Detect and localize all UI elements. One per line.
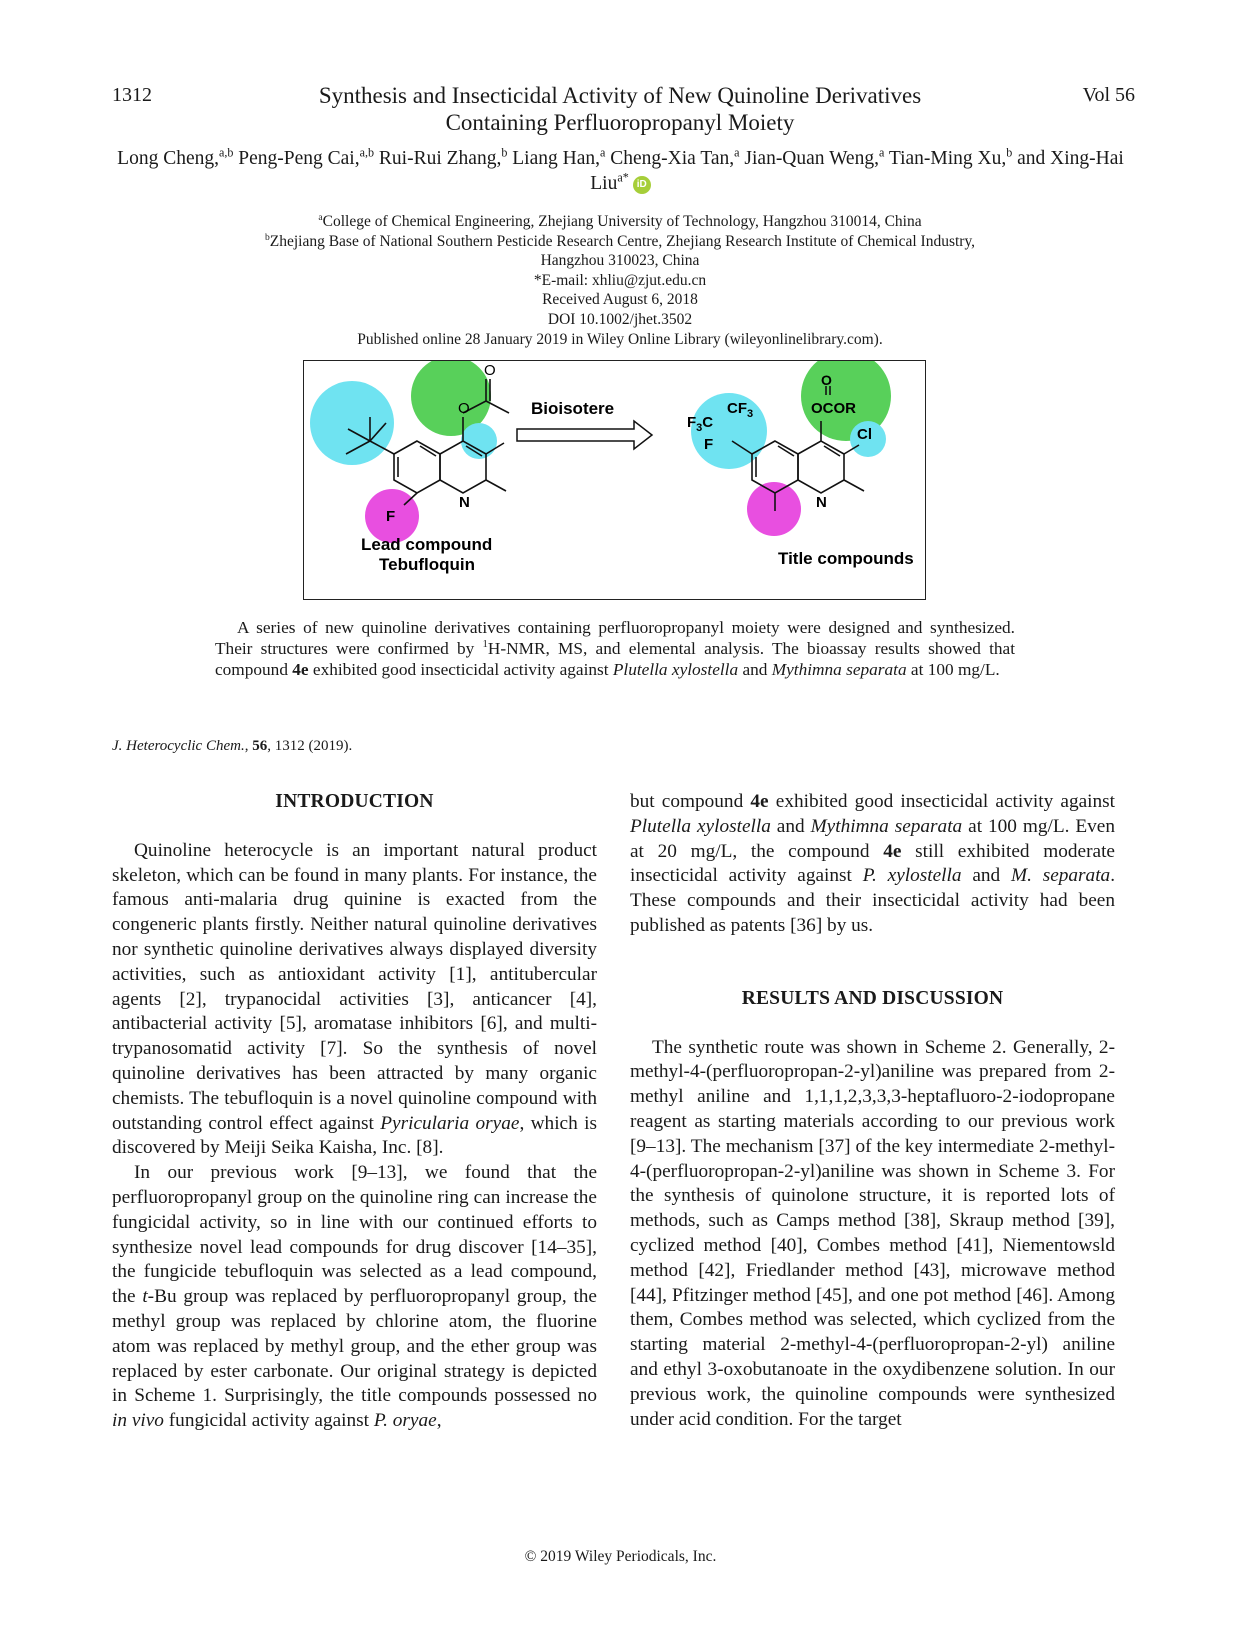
intro-paragraph-continued: but compound 4e exhibited good insecticidal activity against Plutella xylostella and Mythimna separata at 100 mg/L. Even at 20 mg/L, the compound 4e still exhibited moderate insecticidal activity against P. xylostella and M. separata. These compounds and their insecticidal activity had been published as patents [36] by us.: [630, 791, 1116, 936]
cf3-group: $CF_3$: [727, 400, 754, 420]
graphical-abstract-svg: [304, 361, 927, 601]
author-list: [108, 146, 1133, 196]
received-date: Received August 6, 2018: [542, 291, 698, 309]
bioisostere-arrow: [517, 421, 652, 449]
ocor-group: OCOR: [811, 400, 856, 417]
tebufloquin-label: Tebufloquin: [379, 555, 475, 574]
title-compounds-label: Title compounds: [778, 549, 914, 568]
right-column: [630, 790, 1115, 1432]
methyl8-highlight: [747, 482, 801, 536]
title-line-2: Containing Perfluoropropanyl Moiety: [445, 110, 795, 135]
affiliations: [180, 212, 1060, 349]
graphical-abstract: [303, 360, 926, 600]
atom-f-title: F: [704, 436, 714, 453]
page-number: 1312: [112, 84, 152, 106]
published-online: Published online 28 January 2019 in Wiley Online Library (wileyonlinelibrary.com).: [357, 330, 883, 348]
author: Jian-Quan Weng,$^a$: [739, 145, 885, 169]
atom-o-ether: O: [458, 400, 470, 417]
introduction-heading: INTRODUCTION: [275, 791, 434, 812]
orcid-icon[interactable]: iD: [633, 176, 651, 194]
abstract-text: A series of new quinoline derivatives containing perfluoropropanyl moiety were designed and synthesized. Their structures were confirmed by $^1$H-NMR, MS, and elemental analysis. The bioassay results showed that compound 4e exhibited good insecticidal activity against Plutella xylostella and Mythimna separata at 100 mg/L.: [215, 618, 1015, 679]
author: Rui-Rui Zhang,$^b$: [374, 145, 508, 169]
results-paragraph-1: The synthetic route was shown in Scheme 2. Generally, 2-methyl-4-(perfluoropropan-2-yl)aniline was prepared from 2-methyl aniline and 1,1,1,2,3,3,3-heptafluoro-2-iodopropane reagent as starting materials according to our previous work [9–13]. The mechanism [37] of the key intermediate 2-methyl-4-(perfluoropropan-2-yl)aniline was shown in Scheme 3. For the synthesis of quinolone structure, it is reported lots of methods, such as Camps method [38], Skraup method [39], cyclized method [40], Combes method [41], Niementowsld method [42], Friedlander method [43], microwave method [44], Pfitzinger method [45], and one pot method [46]. Among them, Combes method was selected, which cyclized from the starting material 2-methyl-4-(perfluoropropan-2-yl) aniline and ethyl 3-oxobutanoate in the oxydibenzene solution. In our previous work, the quinoline compounds were synthesized under acid condition. For the target: [630, 1036, 1115, 1430]
author: and Xing-Hai Liu$^{a*}$: [590, 148, 1124, 194]
title-line-1: Synthesis and Insecticidal Activity of New Quinoline Derivatives: [318, 83, 922, 108]
copyright-footer: © 2019 Wiley Periodicals, Inc.: [524, 1548, 717, 1565]
corresponding-email: *E-mail: xhliu@zjut.edu.cn: [533, 271, 707, 289]
journal-citation: J. Heterocyclic Chem., 56, 1312 (2019).: [112, 738, 353, 754]
lead-compound-label: Lead compound: [361, 535, 493, 554]
atom-cl: Cl: [857, 426, 872, 443]
author: Cheng-Xia Tan,$^a$: [605, 145, 740, 169]
abstract: [215, 617, 1015, 680]
author: Liang Han,$^a$: [507, 145, 606, 169]
intro-paragraph-1: Quinoline heterocycle is an important natural product skeleton, which can be found in many plants. For instance, the famous anti-malaria drug quinine is exacted from the congeneric plants firstly. Neither natural quinoline derivatives nor synthetic quinoline derivatives always displayed diversity activities, such as antioxidant activity [1], antitubercular agents [2], trypanocidal activities [3], anticancer [4], antibacterial activity [5], aromatase inhibitors [6], and multi-trypanosomatid activity [7]. So the synthesis of novel quinoline derivatives has been attracted by many organic chemists. The tebufloquin is a novel quinoline compound with outstanding control effect against Pyricularia oryae, which is discovered by Meiji Seika Kaisha, Inc. [8].: [112, 839, 597, 1159]
author: Peng-Peng Cai,$^{a,b}$: [233, 145, 375, 169]
affiliation-b: $^b$Zhejiang Base of National Southern Pesticide Research Centre, Zhejiang Research Institute of Chemical Industry,: [264, 231, 976, 250]
affiliation-a: $^a$College of Chemical Engineering, Zhejiang University of Technology, Hangzhou 310014, China: [318, 211, 922, 230]
doi: DOI 10.1002/jhet.3502: [547, 310, 693, 328]
author: Long Cheng,$^{a,b}$: [117, 145, 234, 169]
volume-label: Vol 56: [1082, 84, 1135, 106]
paper-title: [240, 82, 1000, 136]
tbu-highlight: [310, 381, 394, 465]
atom-n-title: N: [816, 494, 827, 511]
affiliation-b-city: Hangzhou 310023, China: [540, 252, 700, 270]
atom-o-title-carbonyl: O: [821, 372, 832, 388]
left-column: [112, 790, 597, 1434]
author: Tian-Ming Xu,$^b$: [884, 145, 1013, 169]
results-heading: RESULTS AND DISCUSSION: [741, 987, 1004, 1009]
intro-paragraph-2: In our previous work [9–13], we found that the perfluoropropanyl group on the quinoline ring can increase the fungicidal activity, so in line with our continued efforts to synthesize novel lead compounds for drug discover [14–35], the fungicide tebufloquin was selected as a lead compound, the t-Bu group was replaced by perfluoropropanyl group, the methyl group was replaced by chlorine atom, the fluorine atom was replaced by methyl group, and the ether group was replaced by ester carbonate. Our original strategy is depicted in Scheme 1. Surprisingly, the title compounds possessed no in vivo fungicidal activity against P. oryae,: [112, 1162, 597, 1432]
arrow-label: Bioisotere: [531, 399, 615, 418]
atom-n: N: [459, 494, 470, 511]
f3c-group: $F_3C$: [687, 414, 714, 434]
atom-o-carbonyl: O: [484, 362, 496, 379]
atom-f: F: [386, 508, 396, 525]
